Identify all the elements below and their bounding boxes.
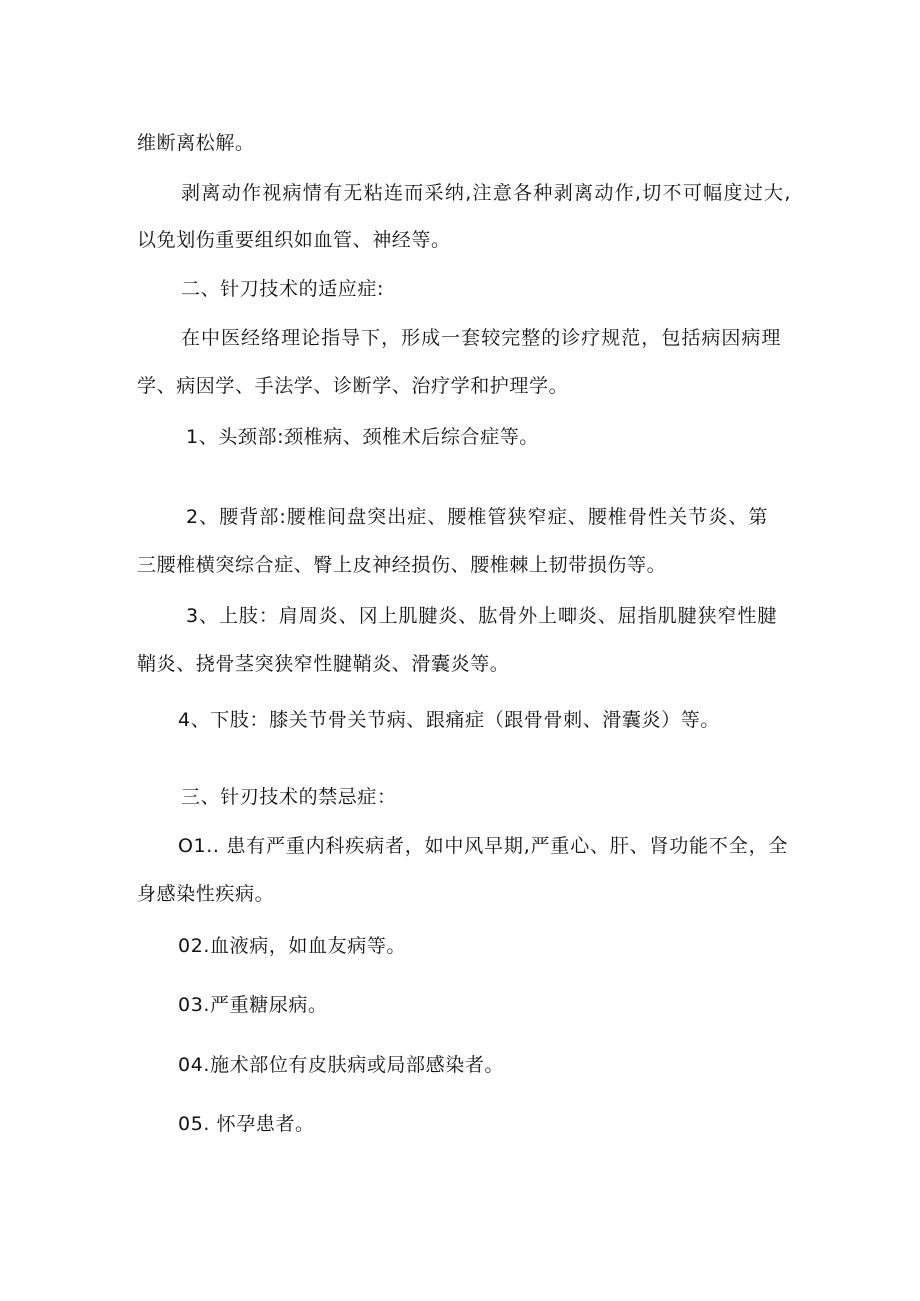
list-item-upper-limb-cont: 鞘炎、挠骨茎突狭窄性腱鞘炎、滑囊炎等。 [137, 653, 510, 675]
list-item-diabetes: 03.严重糖尿病。 [178, 994, 328, 1016]
list-item-head-neck: 1、头颈部:颈椎病、颈椎术后综合症等。 [186, 426, 539, 448]
text-line-continuation: 维断离松解。 [137, 132, 255, 154]
list-item-upper-limb: 3、上肢：肩周炎、冈上肌腱炎、肱骨外上唧炎、屈指肌腱狭窄性腱 [186, 605, 777, 627]
text-line-stripping-note: 剥离动作视病情有无粘连而采纳,注意各种剥离动作,切不可幅度过大, [181, 182, 791, 204]
text-line-stripping-note-cont: 以免划伤重要组织如血管、神经等。 [137, 229, 451, 251]
list-item-blood-disease: 02.血液病，如血友病等。 [178, 935, 407, 957]
list-item-skin-infection: 04.施术部位有皮肤病或局部感染者。 [178, 1054, 505, 1076]
list-item-lower-back-cont: 三腰椎横突综合症、臀上皮神经损伤、腰椎棘上韧带损伤等。 [137, 554, 667, 576]
section-heading-indications: 二、针刀技术的适应症: [181, 278, 385, 300]
section-heading-contraindications: 三、针刃技术的禁忌症： [181, 786, 397, 808]
text-line-theory: 在中医经络理论指导下，形成一套较完整的诊疗规范，包括病因病理 [181, 327, 781, 349]
list-item-pregnancy: 05. 怀孕患者。 [178, 1113, 315, 1135]
list-item-internal-disease: O1.. 患有严重内科疾病者，如中风早期,严重心、肝、肾功能不全，全 [178, 835, 788, 857]
list-item-lower-limb: 4、下肢：膝关节骨关节病、跟痛症（跟骨骨刺、滑囊炎）等。 [178, 709, 720, 731]
list-item-lower-back: 2、腰背部:腰椎间盘突出症、腰椎管狭窄症、腰椎骨性关节炎、第 [186, 506, 768, 528]
list-item-internal-disease-cont: 身感染性疾病。 [137, 883, 275, 905]
text-line-theory-cont: 学、病因学、手法学、诊断学、治疗学和护理学。 [137, 375, 569, 397]
